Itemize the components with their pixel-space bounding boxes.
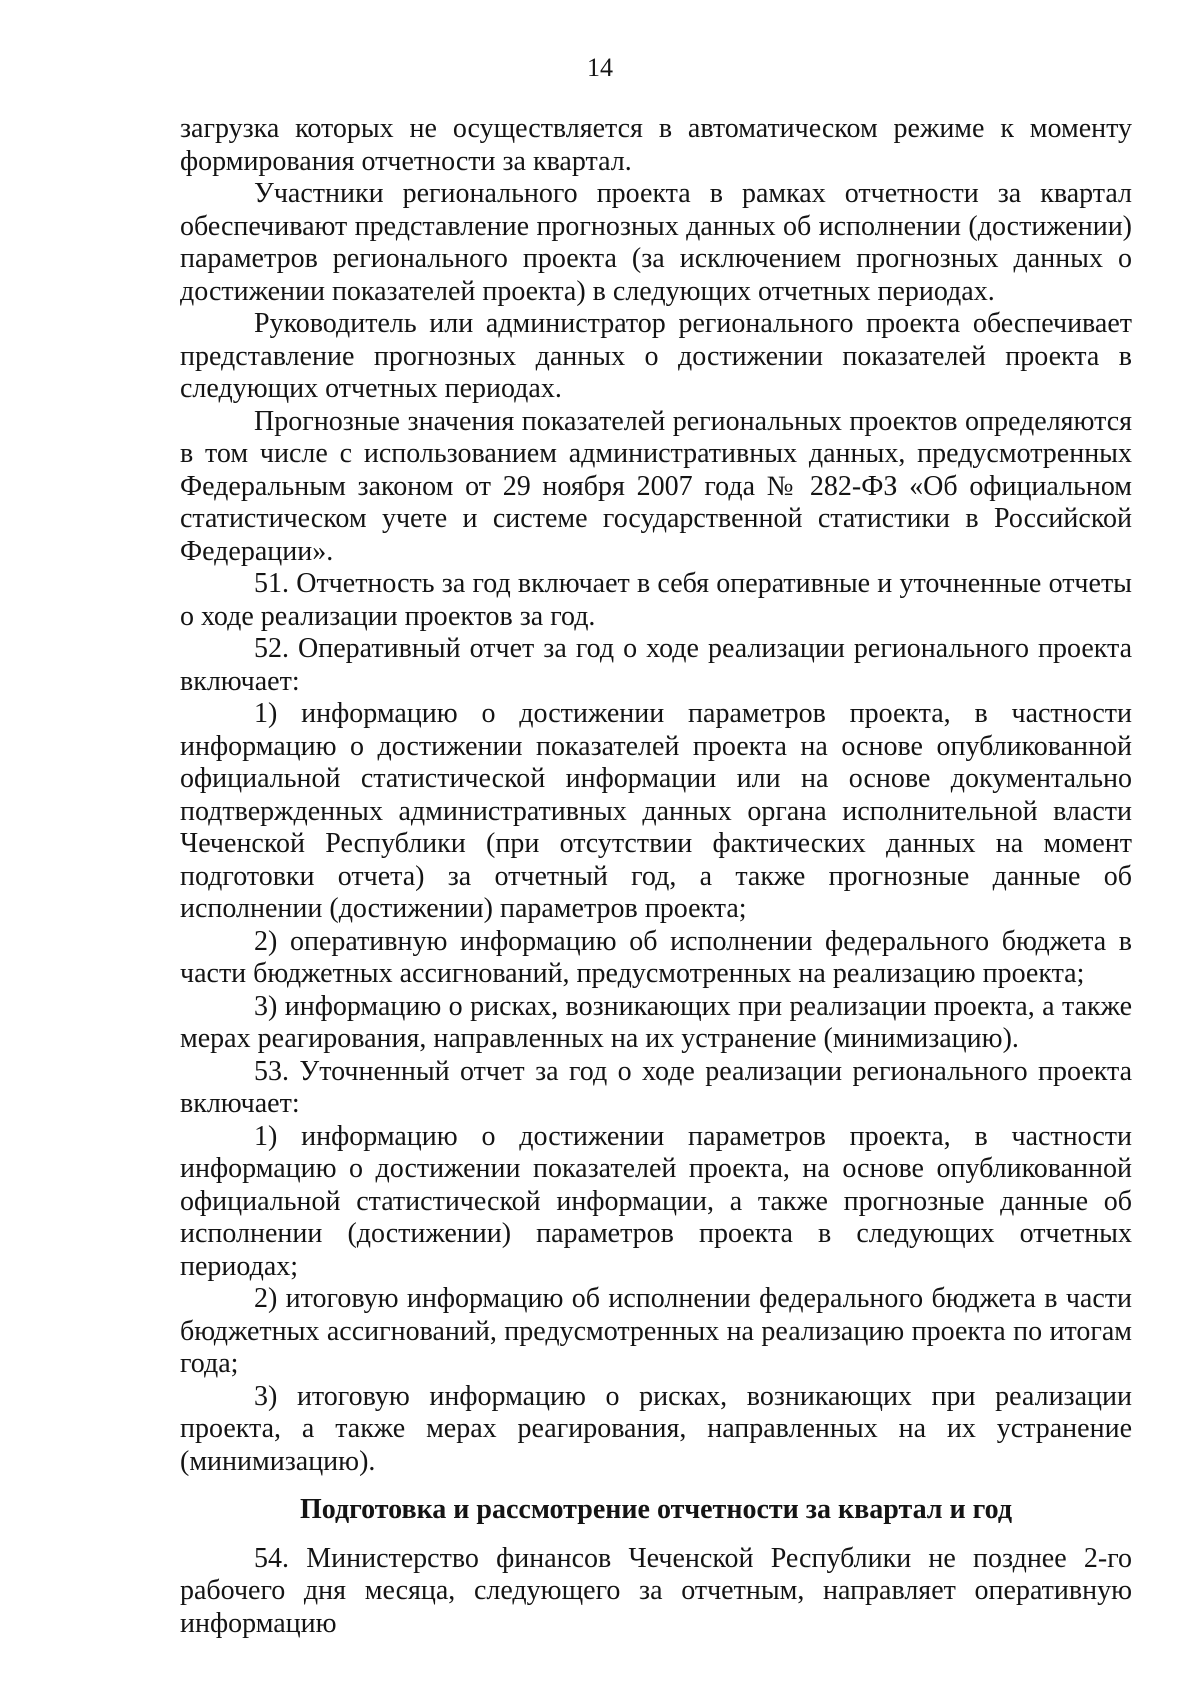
paragraph-clause-51: 51. Отчетность за год включает в себя оперативные и уточненные отчеты о ходе реализации проектов за год. <box>180 568 1132 632</box>
paragraph-forecast-values: Прогнозные значения показателей региональных проектов определяются в том числе с использованием административных данных, предусмотренных Федеральным законом от 29 ноября 2007 года № 282-ФЗ «Об официальном статистическом учете и системе государственной статистики в Российской Федерации». <box>180 405 1132 567</box>
paragraph-clause-52-item-2: 2) оперативную информацию об исполнении федерального бюджета в части бюджетных ассигнований, предусмотренных на реализацию проекта; <box>180 925 1132 989</box>
section-heading: Подготовка и рассмотрение отчетности за квартал и год <box>299 1494 1013 1525</box>
paragraph-participants: Участники регионального проекта в рамках отчетности за квартал обеспечивают представление прогнозных данных об исполнении (достижении) параметров регионального проекта (за исключением прогнозных данных о достижении показателей проекта) в следующих отчетных периодах. <box>180 178 1132 307</box>
paragraph-clause-52: 52. Оперативный отчет за год о ходе реализации регионального проекта включает: <box>180 633 1132 697</box>
paragraph-clause-53: 53. Уточненный отчет за год о ходе реализации регионального проекта включает: <box>180 1055 1132 1119</box>
paragraph-clause-53-item-1: 1) информацию о достижении параметров проекта, в частности информацию о достижении показателей проекта, на основе опубликованной официальной статистической информации, а также прогнозные данные об исполнении (достижении) параметров проекта в следующих отчетных периодах; <box>180 1120 1132 1282</box>
paragraph-clause-54: 54. Министерство финансов Чеченской Республики не позднее 2-го рабочего дня месяца, следующего за отчетным, направляет оперативную информацию <box>180 1542 1132 1639</box>
paragraph-clause-52-item-1: 1) информацию о достижении параметров проекта, в частности информацию о достижении показателей проекта на основе опубликованной официальной статистической информации или на основе документально подтвержденных административных данных органа исполнительной власти Чеченской Республики (при отсутствии фактических данных на момент подготовки отчета) за отчетный год, а также прогнозные данные об исполнении (достижении) параметров проекта; <box>180 698 1132 924</box>
page-number: 14 <box>587 53 613 82</box>
document-body <box>180 113 1132 1640</box>
paragraph-clause-53-item-2: 2) итоговую информацию об исполнении федерального бюджета в части бюджетных ассигнований, предусмотренных на реализацию проекта по итогам года; <box>180 1283 1132 1379</box>
paragraph-clause-53-item-3: 3) итоговую информацию о рисках, возникающих при реализации проекта, а также мерах реагирования, направленных на их устранение (минимизацию). <box>180 1380 1132 1477</box>
paragraph-clause-52-item-3: 3) информацию о рисках, возникающих при реализации проекта, а также мерах реагирования, направленных на их устранение (минимизацию). <box>180 990 1132 1054</box>
paragraph-project-head: Руководитель или администратор регионального проекта обеспечивает представление прогнозных данных о достижении показателей проекта в следующих отчетных периодах. <box>180 308 1132 404</box>
paragraph-continuation: загрузка которых не осуществляется в автоматическом режиме к моменту формирования отчетности за квартал. <box>180 113 1132 177</box>
